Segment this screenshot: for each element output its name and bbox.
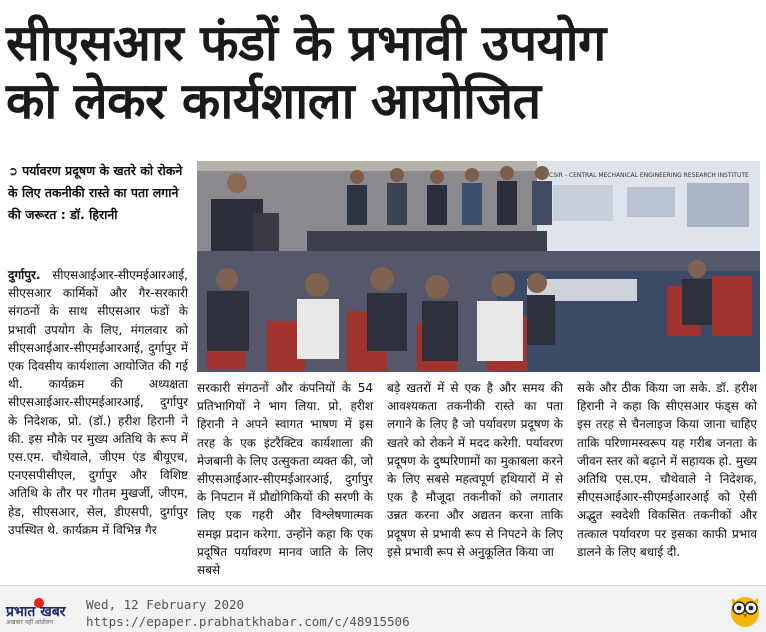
article-column-3: बड़े खतरों में से एक है और समय की आवश्यकता तकनीकी रास्ते का पता लगाने के लिए है जो पर्यावरण प्रदूषण के खतरे को रोकने में मदद करेगी. पर्यावरण प्रदूषण के दुष्परिणामों का मुकाबला करने के लिए सबसे महत्वपूर्ण हथियारों में से एक है मौजूदा तकनीकों को लगातार उन्नत करना और अद्यतन करना ताकि प्रदूषण से प्रभावी रूप से निपटने के लिए इसे प्रभावी रूप से अनुकूलित किया जा (387, 381, 563, 559)
article-column-1 (8, 266, 188, 539)
owl-icon[interactable] (728, 592, 762, 628)
epaper-footer (0, 585, 766, 632)
headline-line-1: सीएसआर फंडों के प्रभावी उपयोग (6, 14, 606, 72)
logo-tagline: अखबार नहीं आंदोलन (6, 619, 54, 626)
dateline: दुर्गापुर. (8, 268, 41, 282)
publication-date: Wed, 12 February 2020 (86, 597, 245, 612)
svg-text:CSIR - CENTRAL MECHANICAL ENGI: CSIR - CENTRAL MECHANICAL ENGINEERING RESEARCH INSTITUTE (549, 172, 749, 179)
headline (6, 14, 760, 130)
arrow-bullet-icon: ➲ (8, 164, 19, 178)
article-column-1-text: सीएसआईआर-सीएमईआरआई, सीएसआर कार्मिकों और गैर-सरकारी संगठनों के साथ सीएसआर फंडों के प्रभावी उपयोग के लिए, मंगलवार को सीएसआईआर-सीएमईआरआई, दुर्गापुर में एक दिवसीय कार्यशाला आयोजित की गई थी. कार्यक्रम की अध्यक्षता सीएसआईआर-सीएमईआरआई, दुर्गापुर के निदेशक, प्रो. (डॉ.) हरीश हिरानी ने की. इस मौके पर मुख्य अतिथि के रूप में एस.एम. चौथेवाले, जीएम एंड बीयूएच, एनएसपीसीएल, दुर्गापुर और विशिष्ट अतिथि के तौर पर गौतम मुखर्जी, जीएम, हेड, सीएसआर, सेल, डीएसपी, दुर्गापुर उपस्थित थे. कार्यक्रम में विभिन्न गैर (8, 268, 188, 537)
article-column-4: सके और ठीक किया जा सके. डॉ. हरीश हिरानी ने कहा कि सीएसआर फंड्स को इस तरह से चैनलाइज किया जाना चाहिए ताकि परिणामस्वरूप यह गरीब जनता के जीवन स्तर को बढ़ाने में सहायक हो. मुख्य अतिथि एस.एम. चौथेवाले ने निदेशक, सीएसआईआर-सीएमईआरआई को ऐसी अद्भुत स्वदेशी विकसित तकनीकों और तत्काल पर्यावरण पर इसका काफी प्रभाव डालने के लिए बधाई दी. (577, 381, 757, 559)
headline-line-2: को लेकर कार्यशाला आयोजित (6, 72, 541, 130)
logo-text: प्रभात खबर (6, 604, 66, 620)
article-column-2: सरकारी संगठनों और कंपनियों के 54 प्रतिभागियों ने भाग लिया. प्रो. हरीश हिरानी ने अपने स्वागत भाषण में इस तरह के एक इंटरैक्टिव कार्यशाला की मेजबानी के लिए उत्सुकता व्यक्त की, जो सीएसआईआर-सीएमईआरआई, दुर्गापुर के निपटान में प्रौद्योगिकियों की सरणी के लिए एक गहरी और विश्लेषणात्मक समझ प्रदान करेगा. उन्होंने कहा कि एक प्रदूषित पर्यावरण मानव जाति के लिए सबसे (197, 381, 373, 578)
subheadline-text: पर्यावरण प्रदूषण के खतरे को रोकने के लिए तकनीकी रास्ते का पता लगाने की जरूरत : डॉ. हिरानी (8, 163, 183, 222)
epaper-url[interactable]: https://epaper.prabhatkhabar.com/c/48915506 (86, 614, 410, 629)
prabhat-khabar-logo[interactable] (6, 602, 78, 624)
footer-meta (86, 596, 410, 630)
event-photo (197, 161, 760, 372)
subheadline (8, 160, 194, 226)
event-photo-image (197, 161, 760, 372)
